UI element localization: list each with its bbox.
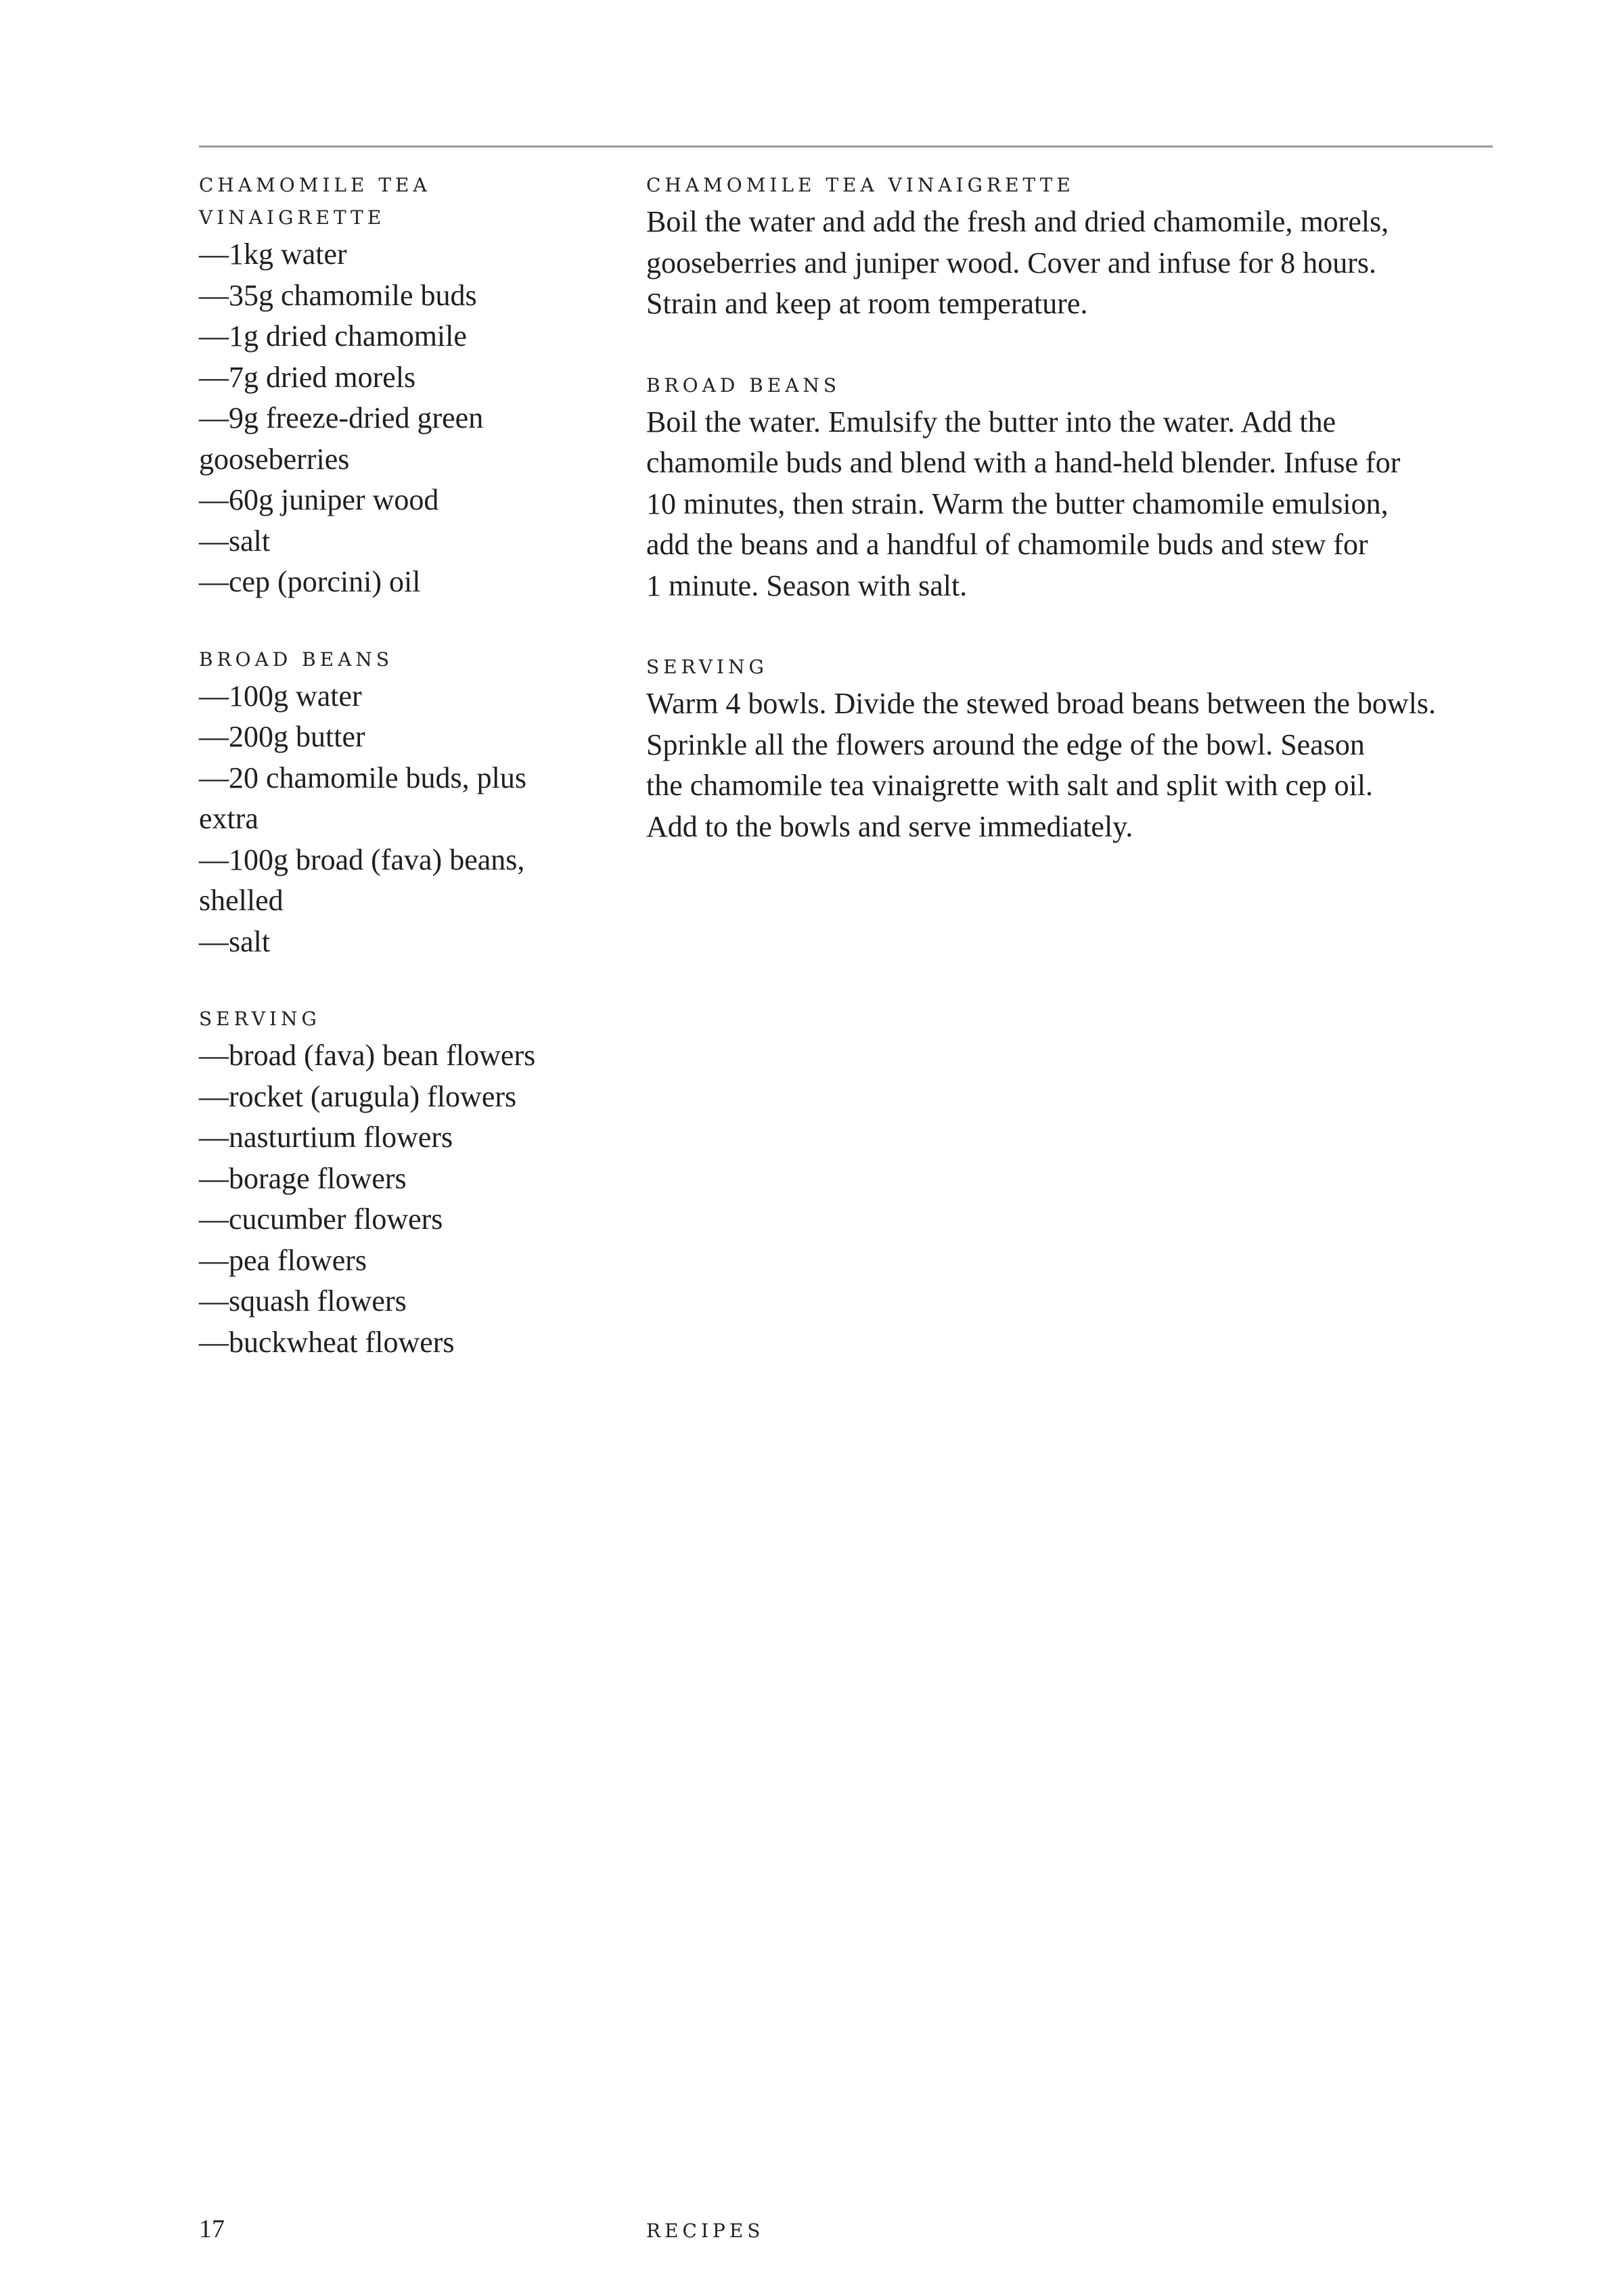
ingredient-item: —borage flowers <box>199 1161 407 1195</box>
method-line: Strain and keep at room temperature. <box>646 287 1088 320</box>
page-number: 17 <box>199 2215 225 2243</box>
section-heading: BROAD BEANS <box>646 374 841 397</box>
ingredient-item: —salt <box>199 524 271 558</box>
method-column <box>646 169 1512 892</box>
method-line: 1 minute. Season with salt. <box>646 568 968 602</box>
ingredients-serving <box>199 1003 578 1363</box>
ingredient-item: —nasturtium flowers <box>199 1121 453 1154</box>
ingredient-list <box>199 234 578 603</box>
ingredient-item: —rocket (arugula) flowers <box>199 1079 517 1113</box>
method-line: Boil the water. Emulsify the butter into the water. Add the <box>646 405 1336 439</box>
ingredient-item: —1g dried chamomile <box>199 319 467 353</box>
method-paragraph <box>646 683 1512 847</box>
method-paragraph <box>646 402 1512 607</box>
ingredients-broad-beans <box>199 644 578 963</box>
method-line: the chamomile tea vinaigrette with salt and split with cep oil. <box>646 769 1374 802</box>
ingredient-item: extra <box>199 802 258 835</box>
ingredient-item: —100g broad (fava) beans, <box>199 843 525 876</box>
ingredients-chamomile-tea-vinaigrette <box>199 169 578 603</box>
ingredient-list <box>199 1035 578 1363</box>
method-line: chamomile buds and blend with a hand-held blender. Infuse for <box>646 446 1401 479</box>
section-heading: SERVING <box>646 656 768 678</box>
ingredient-item: —100g water <box>199 679 362 713</box>
ingredient-item: —broad (fava) bean flowers <box>199 1039 536 1072</box>
method-line: Boil the water and add the fresh and dried chamomile, morels, <box>646 205 1389 238</box>
section-heading: CHAMOMILE TEA VINAIGRETTE <box>646 174 1075 196</box>
method-serving <box>646 651 1512 847</box>
top-rule <box>199 145 1493 148</box>
method-paragraph <box>646 202 1512 325</box>
ingredient-item: shelled <box>199 884 284 917</box>
section-heading <box>199 169 578 234</box>
ingredient-item: —200g butter <box>199 720 365 753</box>
ingredient-item: —1kg water <box>199 238 347 271</box>
ingredient-item: —buckwheat flowers <box>199 1325 455 1359</box>
ingredient-item: —cep (porcini) oil <box>199 565 421 598</box>
heading-line: CHAMOMILE TEA <box>199 174 431 196</box>
footer-section-label: RECIPES <box>646 2220 765 2242</box>
method-broad-beans <box>646 369 1512 607</box>
ingredient-item: —60g juniper wood <box>199 483 439 516</box>
ingredient-list <box>199 676 578 963</box>
ingredients-column <box>199 169 578 1404</box>
ingredient-item: —cucumber flowers <box>199 1203 443 1236</box>
ingredient-item: —9g freeze-dried green <box>199 401 484 434</box>
method-line: Warm 4 bowls. Divide the stewed broad beans between the bowls. <box>646 687 1437 720</box>
section-heading <box>199 1003 578 1035</box>
method-line: Sprinkle all the flowers around the edge of the bowl. Season <box>646 727 1365 761</box>
section-heading <box>199 644 578 676</box>
ingredient-item: —pea flowers <box>199 1243 367 1277</box>
ingredient-item: —squash flowers <box>199 1284 407 1318</box>
ingredient-item: —salt <box>199 924 271 958</box>
heading-line: SERVING <box>199 1008 321 1030</box>
method-line: add the beans and a handful of chamomile buds and stew for <box>646 528 1368 561</box>
ingredient-item: gooseberries <box>199 442 350 476</box>
ingredient-item: —35g chamomile buds <box>199 278 477 312</box>
ingredient-item: —20 chamomile buds, plus <box>199 761 526 794</box>
method-line: 10 minutes, then strain. Warm the butter chamomile emulsion, <box>646 487 1389 520</box>
ingredient-item: —7g dried morels <box>199 360 416 394</box>
method-line: gooseberries and juniper wood. Cover and infuse for 8 hours. <box>646 246 1376 279</box>
heading-line: BROAD BEANS <box>199 648 394 671</box>
method-line: Add to the bowls and serve immediately. <box>646 809 1133 843</box>
method-chamomile-tea-vinaigrette <box>646 169 1512 325</box>
heading-line: VINAIGRETTE <box>199 206 386 229</box>
